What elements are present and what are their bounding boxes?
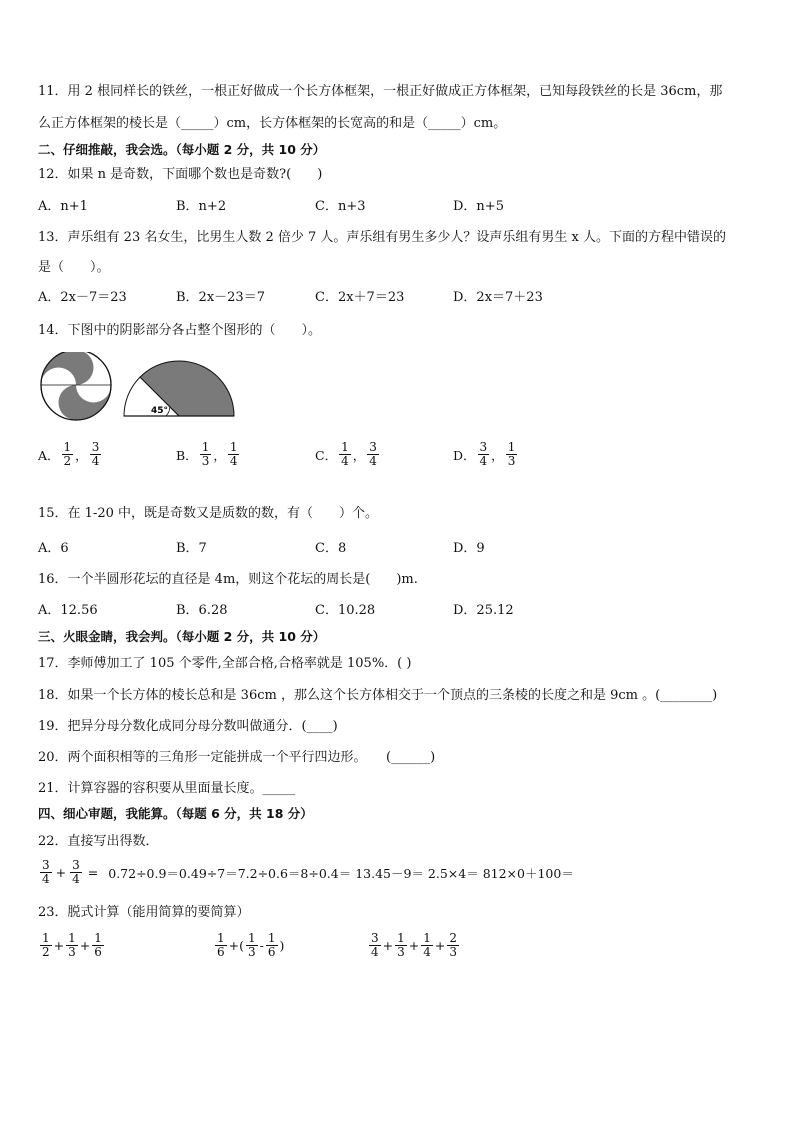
q13-line2: 是（ ）。: [38, 260, 110, 275]
q14-circle-figure: [41, 352, 111, 420]
q17-text: 17．李师傅加工了 105 个零件,全部合格,合格率就是 105%．( ): [38, 656, 412, 671]
q14-semicircle-figure: [124, 361, 234, 416]
q23-expression-3: $\frac{3}{4}$ + $\frac{1}{3}$ + $\frac{1}{4}$ + $\frac{2}{3}$: [371, 931, 458, 959]
q14-option-b[interactable]: B． $\frac{1}{3}$ ， $\frac{1}{4}$: [176, 440, 238, 468]
q20-text: 20．两个面积相等的三角形一定能拼成一个平行四边形。 (______): [38, 750, 436, 765]
q15-option-a[interactable]: A．6: [38, 541, 69, 556]
q16-option-b[interactable]: B．6.28: [176, 603, 228, 618]
q12-option-c[interactable]: C．n+3: [315, 199, 366, 214]
q19-text: 19．把异分母分数化成同分母分数叫做通分．(____): [38, 719, 338, 734]
q11-line2: 么正方体框架的棱长是（_____）cm，长方体框架的长宽高的和是（_____）cm。: [38, 116, 507, 131]
q12-option-b[interactable]: B．n+2: [176, 199, 227, 214]
section2-heading: 二、仔细推敲，我会选。（每小题 2 分，共 10 分）: [38, 142, 326, 157]
q11-line1: 11．用 2 根同样长的铁丝，一根正好做成一个长方体框架，一根正好做成正方体框架，已知每段铁丝的长是 36cm，那: [38, 84, 723, 99]
q13-option-b[interactable]: B．2x－23＝7: [176, 290, 265, 305]
q23-expression-1: $\frac{1}{2}$ + $\frac{1}{3}$ + $\frac{1}{6}$: [42, 931, 102, 959]
q13-option-d[interactable]: D．2x＝7＋23: [453, 290, 543, 305]
q14-option-c[interactable]: C． $\frac{1}{4}$ ， $\frac{3}{4}$: [315, 440, 377, 468]
q16-text: 16．一个半圆形花坛的直径是 4m，则这个花坛的周长是( )m.: [38, 572, 418, 587]
q23-text: 23．脱式计算（能用简算的要简算）: [38, 905, 250, 920]
q15-option-c[interactable]: C．8: [315, 541, 347, 556]
q22-text: 22．直接写出得数．: [38, 834, 159, 849]
q23-expression-2: $\frac{1}{6}$ +( $\frac{1}{3}$ - $\frac{1}{6}$ ): [217, 931, 285, 959]
q16-option-c[interactable]: C．10.28: [315, 603, 376, 618]
q21-text: 21．计算容器的容积要从里面量长度。_____: [38, 781, 296, 796]
q13-line1: 13．声乐组有 23 名女生，比男生人数 2 倍少 7 人。声乐组有男生多少人？设声乐组有男生 x 人。下面的方程中错误的: [38, 230, 727, 245]
q16-option-a[interactable]: A．12.56: [38, 603, 98, 618]
q14-text: 14．下图中的阴影部分各占整个图形的（ ）。: [38, 323, 322, 338]
q15-option-b[interactable]: B．7: [176, 541, 207, 556]
q22-rest: 0.72÷0.9＝0.49÷7＝7.2÷0.6＝8÷0.4＝ 13.45－9＝ 2.5×4＝ 812×0＋100＝: [108, 865, 574, 881]
q18-text: 18．如果一个长方体的棱长总和是 36cm ，那么这个长方体相交于一个顶点的三条棱的长度之和是 9cm 。(________): [38, 688, 718, 703]
q12-option-a[interactable]: A．n+1: [38, 199, 88, 214]
q14-angle-label: 45°: [151, 406, 169, 416]
q15-text: 15．在 1-20 中，既是奇数又是质数的数，有（ ）个。: [38, 506, 379, 521]
q22-expressions: $\frac{3}{4}$ + $\frac{3}{4}$ = 0.72÷0.9＝0.49÷7＝7.2÷0.6＝8÷0.4＝ 13.45－9＝ 2.5×4＝ 812×0＋100＝: [42, 858, 574, 886]
q13-option-a[interactable]: A．2x－7＝23: [38, 290, 127, 305]
q12-option-d[interactable]: D．n+5: [453, 199, 504, 214]
q14-option-a[interactable]: A． $\frac{1}{2}$ ， $\frac{3}{4}$: [38, 440, 100, 468]
q15-option-d[interactable]: D．9: [453, 541, 485, 556]
q12-text: 12．如果 n 是奇数，下面哪个数也是奇数?( ): [38, 167, 323, 182]
q13-option-c[interactable]: C．2x＋7＝23: [315, 290, 405, 305]
q14-option-d[interactable]: D． $\frac{3}{4}$ ， $\frac{1}{3}$: [453, 440, 516, 468]
q14-figures: [38, 352, 242, 422]
section4-heading: 四、细心审题，我能算。（每题 6 分，共 18 分）: [38, 806, 313, 821]
q16-option-d[interactable]: D．25.12: [453, 603, 514, 618]
section3-heading: 三、火眼金睛，我会判。（每小题 2 分，共 10 分）: [38, 629, 326, 644]
